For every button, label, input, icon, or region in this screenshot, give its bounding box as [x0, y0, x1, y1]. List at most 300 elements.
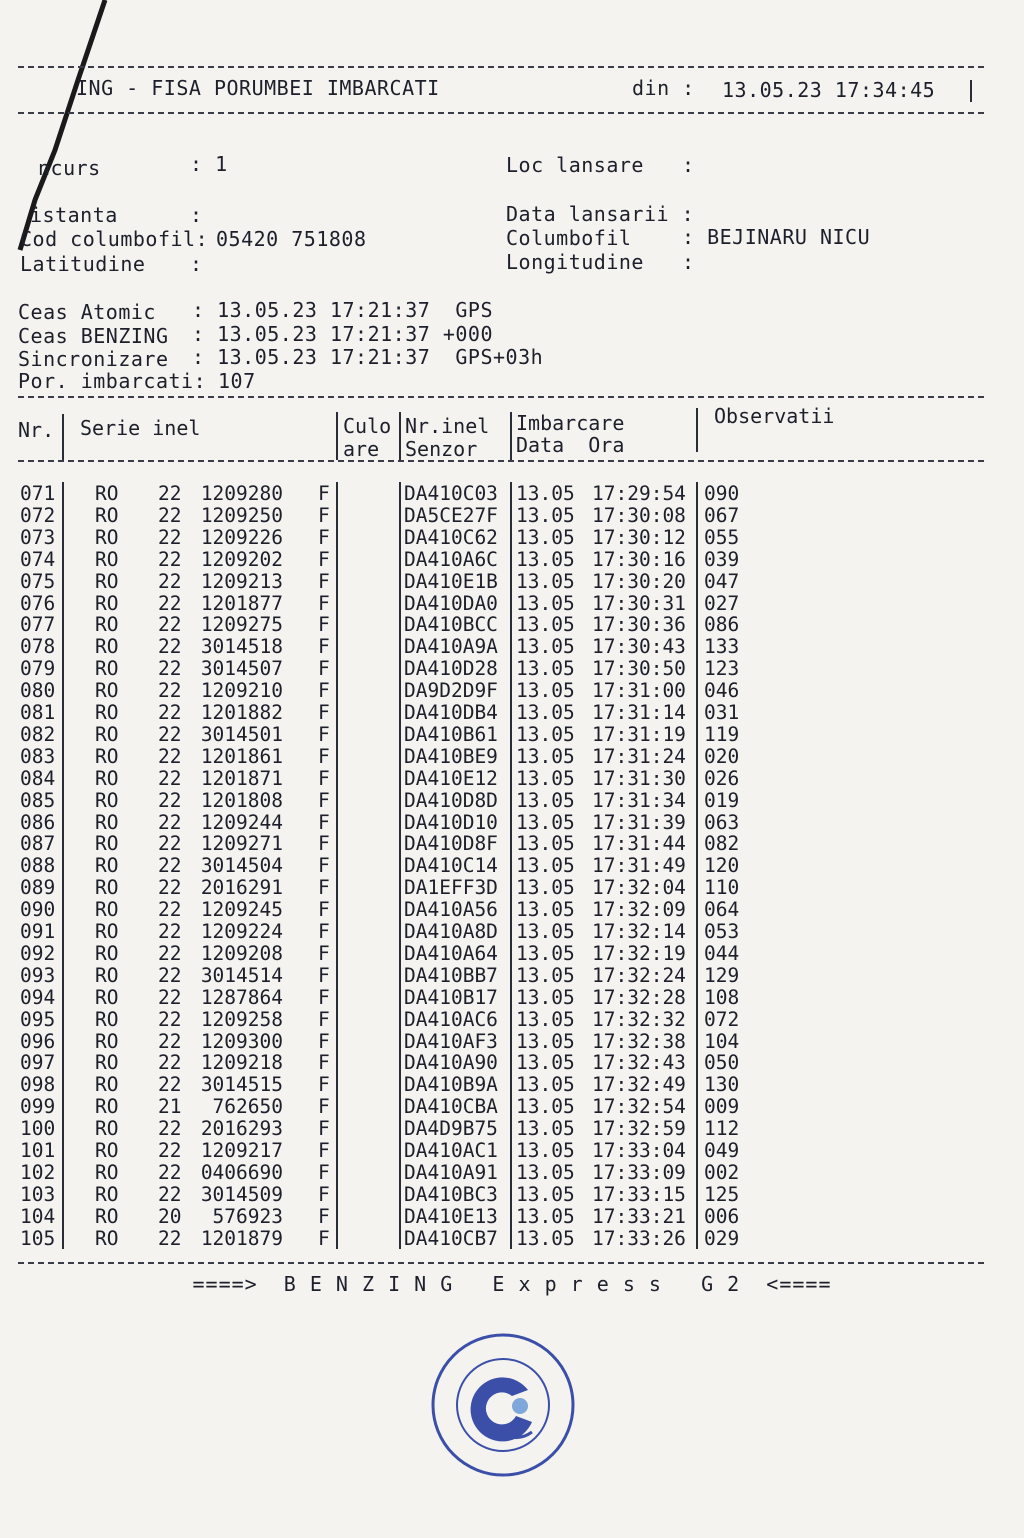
col-divider — [696, 657, 698, 679]
row-ring-number: 1209258 — [200, 1007, 283, 1031]
col-divider — [696, 504, 698, 526]
sincronizare-label: Sincronizare — [18, 347, 169, 371]
row-country: RO — [95, 1182, 119, 1206]
col-divider — [510, 504, 512, 526]
col-divider — [696, 1139, 698, 1161]
row-sensor: DA410DA0 — [404, 591, 498, 615]
row-ring-number: 3014504 — [200, 854, 283, 878]
row-sex: F — [318, 963, 330, 987]
row-year: 22 — [158, 898, 182, 922]
row-country: RO — [95, 985, 119, 1009]
row-sensor: DA9D2D9F — [404, 679, 498, 703]
row-time: 17:33:21 — [592, 1204, 686, 1228]
col-divider — [336, 964, 338, 986]
col-divider — [696, 986, 698, 1008]
col-divider — [336, 613, 338, 635]
col-divider — [62, 832, 64, 854]
row-year: 22 — [158, 963, 182, 987]
row-date: 13.05 — [516, 482, 575, 505]
col-divider — [696, 964, 698, 986]
table-row — [0, 1161, 1024, 1183]
col-divider — [696, 701, 698, 723]
table-row — [0, 789, 1024, 811]
col-divider — [399, 876, 401, 898]
row-time: 17:30:43 — [592, 635, 686, 659]
col-divider — [336, 657, 338, 679]
row-time: 17:33:09 — [592, 1160, 686, 1184]
row-observatii: 044 — [704, 941, 740, 965]
col-divider — [336, 1008, 338, 1030]
row-ring-number: 1209271 — [200, 832, 283, 856]
data-lansarii-label: Data lansarii : — [506, 202, 695, 226]
header-rule-top — [18, 66, 984, 68]
row-sex: F — [318, 722, 330, 746]
table-row — [0, 548, 1024, 570]
row-observatii: 026 — [704, 766, 740, 790]
row-country: RO — [95, 832, 119, 856]
col-divider — [510, 1073, 512, 1095]
row-year: 22 — [158, 854, 182, 878]
col-divider — [399, 635, 401, 657]
row-date: 13.05 — [516, 1029, 575, 1053]
col-divider — [399, 504, 401, 526]
table-row — [0, 1227, 1024, 1249]
col-divider — [696, 811, 698, 833]
row-ring-number: 3014509 — [200, 1182, 283, 1206]
col-divider — [62, 701, 64, 723]
row-sensor: DA410D8D — [404, 788, 498, 812]
row-time: 17:32:59 — [592, 1117, 686, 1141]
row-observatii: 129 — [704, 963, 740, 987]
col-divider — [696, 1183, 698, 1205]
row-observatii: 123 — [704, 657, 740, 681]
col-divider — [696, 1117, 698, 1139]
row-sensor: DA410A8D — [404, 920, 498, 943]
col-divider — [399, 898, 401, 920]
col-divider — [336, 832, 338, 854]
row-ring-number: 1209224 — [200, 920, 283, 943]
table-row — [0, 1008, 1024, 1030]
col-divider — [399, 745, 401, 767]
col-divider — [399, 1205, 401, 1227]
columbofil-label: Columbofil — [506, 226, 632, 250]
row-date: 13.05 — [516, 657, 575, 681]
row-ring-number: 2016291 — [200, 876, 283, 900]
table-row — [0, 854, 1024, 876]
col-divider — [62, 679, 64, 701]
table-row — [0, 701, 1024, 723]
row-observatii: 050 — [704, 1051, 740, 1075]
row-date: 13.05 — [516, 810, 575, 834]
row-sensor: DA410BE9 — [404, 744, 498, 768]
row-date: 13.05 — [516, 1051, 575, 1075]
row-time: 17:32:32 — [592, 1007, 686, 1031]
col-divider — [696, 898, 698, 920]
row-year: 22 — [158, 876, 182, 900]
loc-lansare-label: Loc lansare — [506, 153, 644, 177]
row-date: 13.05 — [516, 744, 575, 768]
col-divider — [62, 1051, 64, 1073]
col-divider — [336, 1095, 338, 1117]
row-nr: 075 — [20, 569, 56, 593]
col-divider — [62, 1117, 64, 1139]
row-time: 17:31:14 — [592, 701, 686, 724]
col-divider — [399, 723, 401, 745]
row-ring-number: 1209202 — [200, 547, 283, 571]
row-country: RO — [95, 766, 119, 790]
row-nr: 105 — [20, 1226, 56, 1250]
row-nr: 104 — [20, 1204, 56, 1228]
row-country: RO — [95, 503, 119, 527]
col-divider — [336, 1117, 338, 1139]
col-divider — [336, 1139, 338, 1161]
table-row — [0, 1205, 1024, 1227]
col-divider — [510, 898, 512, 920]
row-sex: F — [318, 635, 330, 659]
row-sensor: DA410A6C — [404, 547, 498, 571]
row-observatii: 027 — [704, 591, 740, 615]
col-divider — [399, 1139, 401, 1161]
row-time: 17:32:14 — [592, 920, 686, 943]
row-date: 13.05 — [516, 547, 575, 571]
col-divider — [510, 767, 512, 789]
col-divider — [510, 789, 512, 811]
col-divider — [62, 504, 64, 526]
row-time: 17:31:49 — [592, 854, 686, 878]
row-nr: 102 — [20, 1160, 56, 1184]
cod-columbofil-label: Cod columbofil: — [20, 227, 209, 251]
row-observatii: 020 — [704, 744, 740, 768]
row-nr: 076 — [20, 591, 56, 615]
col-divider — [336, 482, 338, 504]
col-divider — [62, 1095, 64, 1117]
cod-columbofil-value: 05420 751808 — [216, 227, 367, 251]
row-ring-number: 3014501 — [200, 722, 283, 746]
row-sex: F — [318, 613, 330, 637]
row-ring-number: 1201808 — [200, 788, 283, 812]
row-observatii: 064 — [704, 898, 740, 922]
row-ring-number: 1209280 — [200, 482, 283, 505]
col-divider — [696, 613, 698, 635]
row-sensor: DA410CBA — [404, 1095, 498, 1119]
row-country: RO — [95, 1051, 119, 1075]
row-ring-number: 1201882 — [200, 701, 283, 724]
col-divider — [62, 1139, 64, 1161]
row-observatii: 133 — [704, 635, 740, 659]
row-sex: F — [318, 482, 330, 505]
col-divider — [510, 745, 512, 767]
col-divider — [62, 570, 64, 592]
row-date: 13.05 — [516, 1117, 575, 1141]
table-row — [0, 482, 1024, 504]
row-year: 22 — [158, 613, 182, 637]
col-divider — [336, 526, 338, 548]
col-divider — [62, 1183, 64, 1205]
col-divider — [399, 570, 401, 592]
row-year: 22 — [158, 788, 182, 812]
row-observatii: 029 — [704, 1226, 740, 1250]
row-ring-number: 1209250 — [200, 503, 283, 527]
row-date: 13.05 — [516, 1226, 575, 1250]
row-nr: 078 — [20, 635, 56, 659]
row-sensor: DA410A9A — [404, 635, 498, 659]
row-sex: F — [318, 744, 330, 768]
table-row — [0, 723, 1024, 745]
por-imbarcati-value: 107 — [218, 369, 256, 393]
row-time: 17:31:00 — [592, 679, 686, 703]
row-nr: 072 — [20, 503, 56, 527]
row-country: RO — [95, 876, 119, 900]
row-sex: F — [318, 1182, 330, 1206]
col-divider — [510, 526, 512, 548]
row-sensor: DA410BCC — [404, 613, 498, 637]
row-sex: F — [318, 547, 330, 571]
col-divider — [510, 723, 512, 745]
row-observatii: 072 — [704, 1007, 740, 1031]
row-sensor: DA410C62 — [404, 525, 498, 549]
row-sex: F — [318, 701, 330, 724]
col-divider — [336, 1205, 338, 1227]
col-divider — [696, 408, 698, 452]
col-divider — [696, 1205, 698, 1227]
col-divider — [399, 592, 401, 614]
row-ring-number: 0406690 — [200, 1160, 283, 1184]
row-year: 21 — [158, 1095, 182, 1119]
col-divider — [62, 482, 64, 504]
col-divider — [510, 679, 512, 701]
row-ring-number: 1209213 — [200, 569, 283, 593]
table-rule-bottom — [18, 1262, 984, 1264]
col-divider — [399, 854, 401, 876]
row-country: RO — [95, 1073, 119, 1097]
row-country: RO — [95, 1226, 119, 1250]
row-year: 22 — [158, 941, 182, 965]
row-time: 17:32:38 — [592, 1029, 686, 1053]
row-date: 13.05 — [516, 832, 575, 856]
col-divider — [62, 942, 64, 964]
row-ring-number: 3014514 — [200, 963, 283, 987]
col-divider — [336, 789, 338, 811]
row-country: RO — [95, 1007, 119, 1031]
col-divider — [696, 1073, 698, 1095]
row-ring-number: 1209208 — [200, 941, 283, 965]
row-nr: 071 — [20, 482, 56, 505]
table-row — [0, 1183, 1024, 1205]
col-divider — [510, 1051, 512, 1073]
row-ring-number: 1209275 — [200, 613, 283, 637]
row-sensor: DA410E13 — [404, 1204, 498, 1228]
row-date: 13.05 — [516, 1007, 575, 1031]
col-divider — [510, 964, 512, 986]
row-country: RO — [95, 744, 119, 768]
row-sex: F — [318, 1007, 330, 1031]
row-sensor: DA5CE27F — [404, 503, 498, 527]
col-header-culoare-2: are — [343, 437, 380, 461]
table-row — [0, 832, 1024, 854]
table-row — [0, 1030, 1024, 1052]
row-nr: 083 — [20, 744, 56, 768]
row-sensor: DA410D10 — [404, 810, 498, 834]
row-date: 13.05 — [516, 766, 575, 790]
row-nr: 081 — [20, 701, 56, 724]
por-imbarcati-label: Por. imbarcati: — [18, 369, 207, 393]
row-ring-number: 1201879 — [200, 1226, 283, 1250]
col-divider — [336, 942, 338, 964]
row-observatii: 002 — [704, 1160, 740, 1184]
col-divider — [510, 942, 512, 964]
row-year: 22 — [158, 1051, 182, 1075]
row-observatii: 055 — [704, 525, 740, 549]
row-observatii: 009 — [704, 1095, 740, 1119]
longitudine-label: Longitudine — [506, 250, 644, 274]
row-sex: F — [318, 1226, 330, 1250]
col-divider — [510, 592, 512, 614]
col-divider — [510, 1095, 512, 1117]
row-ring-number: 3014515 — [200, 1073, 283, 1097]
col-divider — [696, 723, 698, 745]
col-divider — [336, 898, 338, 920]
row-time: 17:30:16 — [592, 547, 686, 571]
row-time: 17:31:34 — [592, 788, 686, 812]
report-title: ING - FISA PORUMBEI IMBARCATI — [76, 76, 440, 100]
row-ring-number: 762650 — [212, 1095, 283, 1119]
table-row — [0, 657, 1024, 679]
ceas-atomic-label: Ceas Atomic — [18, 300, 156, 324]
col-divider — [336, 876, 338, 898]
col-divider — [696, 548, 698, 570]
col-divider — [399, 1117, 401, 1139]
row-nr: 074 — [20, 547, 56, 571]
row-time: 17:31:19 — [592, 722, 686, 746]
col-header-serie: Serie inel — [80, 416, 201, 440]
col-divider — [399, 679, 401, 701]
col-divider — [510, 986, 512, 1008]
col-divider — [696, 876, 698, 898]
row-observatii: 039 — [704, 547, 740, 571]
row-nr: 096 — [20, 1029, 56, 1053]
col-divider — [62, 745, 64, 767]
row-country: RO — [95, 635, 119, 659]
row-time: 17:30:12 — [592, 525, 686, 549]
row-year: 22 — [158, 482, 182, 505]
col-divider — [336, 1030, 338, 1052]
row-date: 13.05 — [516, 635, 575, 659]
row-nr: 084 — [20, 766, 56, 790]
row-year: 22 — [158, 722, 182, 746]
ceas-benzing-label: Ceas BENZING — [18, 324, 169, 348]
row-country: RO — [95, 679, 119, 703]
row-observatii: 082 — [704, 832, 740, 856]
table-row — [0, 745, 1024, 767]
row-time: 17:32:49 — [592, 1073, 686, 1097]
row-time: 17:32:54 — [592, 1095, 686, 1119]
row-year: 22 — [158, 503, 182, 527]
row-date: 13.05 — [516, 963, 575, 987]
row-time: 17:33:26 — [592, 1226, 686, 1250]
row-year: 22 — [158, 547, 182, 571]
col-divider — [62, 964, 64, 986]
row-year: 22 — [158, 679, 182, 703]
row-sensor: DA410B17 — [404, 985, 498, 1009]
col-divider — [336, 412, 338, 460]
col-divider — [336, 1183, 338, 1205]
col-divider — [62, 1161, 64, 1183]
col-divider — [399, 811, 401, 833]
row-sex: F — [318, 1204, 330, 1228]
row-sensor: DA410BB7 — [404, 963, 498, 987]
table-row — [0, 898, 1024, 920]
col-divider — [696, 570, 698, 592]
row-sex: F — [318, 569, 330, 593]
col-divider — [336, 701, 338, 723]
col-divider — [696, 635, 698, 657]
col-divider — [62, 635, 64, 657]
row-nr: 089 — [20, 876, 56, 900]
col-divider — [399, 613, 401, 635]
row-date: 13.05 — [516, 854, 575, 878]
row-nr: 092 — [20, 941, 56, 965]
row-sensor: DA410A90 — [404, 1051, 498, 1075]
table-row — [0, 964, 1024, 986]
row-country: RO — [95, 547, 119, 571]
col-divider — [696, 679, 698, 701]
row-observatii: 120 — [704, 854, 740, 878]
table-row — [0, 811, 1024, 833]
col-divider — [510, 412, 512, 460]
col-divider — [696, 592, 698, 614]
row-sex: F — [318, 1160, 330, 1184]
col-divider — [336, 854, 338, 876]
row-country: RO — [95, 1139, 119, 1162]
col-divider — [336, 920, 338, 942]
row-sensor: DA410B61 — [404, 722, 498, 746]
row-time: 17:30:50 — [592, 657, 686, 681]
row-year: 22 — [158, 1182, 182, 1206]
col-divider — [510, 1205, 512, 1227]
row-observatii: 047 — [704, 569, 740, 593]
row-sensor: DA1EFF3D — [404, 876, 498, 900]
col-divider — [62, 789, 64, 811]
col-divider — [399, 789, 401, 811]
row-year: 22 — [158, 569, 182, 593]
row-sex: F — [318, 854, 330, 878]
table-row — [0, 876, 1024, 898]
col-divider — [62, 1205, 64, 1227]
sincronizare-value: : 13.05.23 17:21:37 GPS+03h — [192, 345, 544, 369]
col-divider — [696, 1095, 698, 1117]
row-sex: F — [318, 788, 330, 812]
row-nr: 097 — [20, 1051, 56, 1075]
row-year: 22 — [158, 701, 182, 724]
row-time: 17:33:04 — [592, 1139, 686, 1162]
col-divider — [62, 592, 64, 614]
table-row — [0, 1095, 1024, 1117]
col-divider — [696, 854, 698, 876]
table-row — [0, 767, 1024, 789]
col-divider — [336, 767, 338, 789]
row-ring-number: 2016293 — [200, 1117, 283, 1141]
table-row — [0, 942, 1024, 964]
col-divider — [399, 657, 401, 679]
col-divider — [696, 832, 698, 854]
row-nr: 093 — [20, 963, 56, 987]
table-row — [0, 1139, 1024, 1161]
row-year: 22 — [158, 985, 182, 1009]
row-sensor: DA410D28 — [404, 657, 498, 681]
col-divider — [696, 1008, 698, 1030]
row-country: RO — [95, 1095, 119, 1119]
row-nr: 100 — [20, 1117, 56, 1141]
